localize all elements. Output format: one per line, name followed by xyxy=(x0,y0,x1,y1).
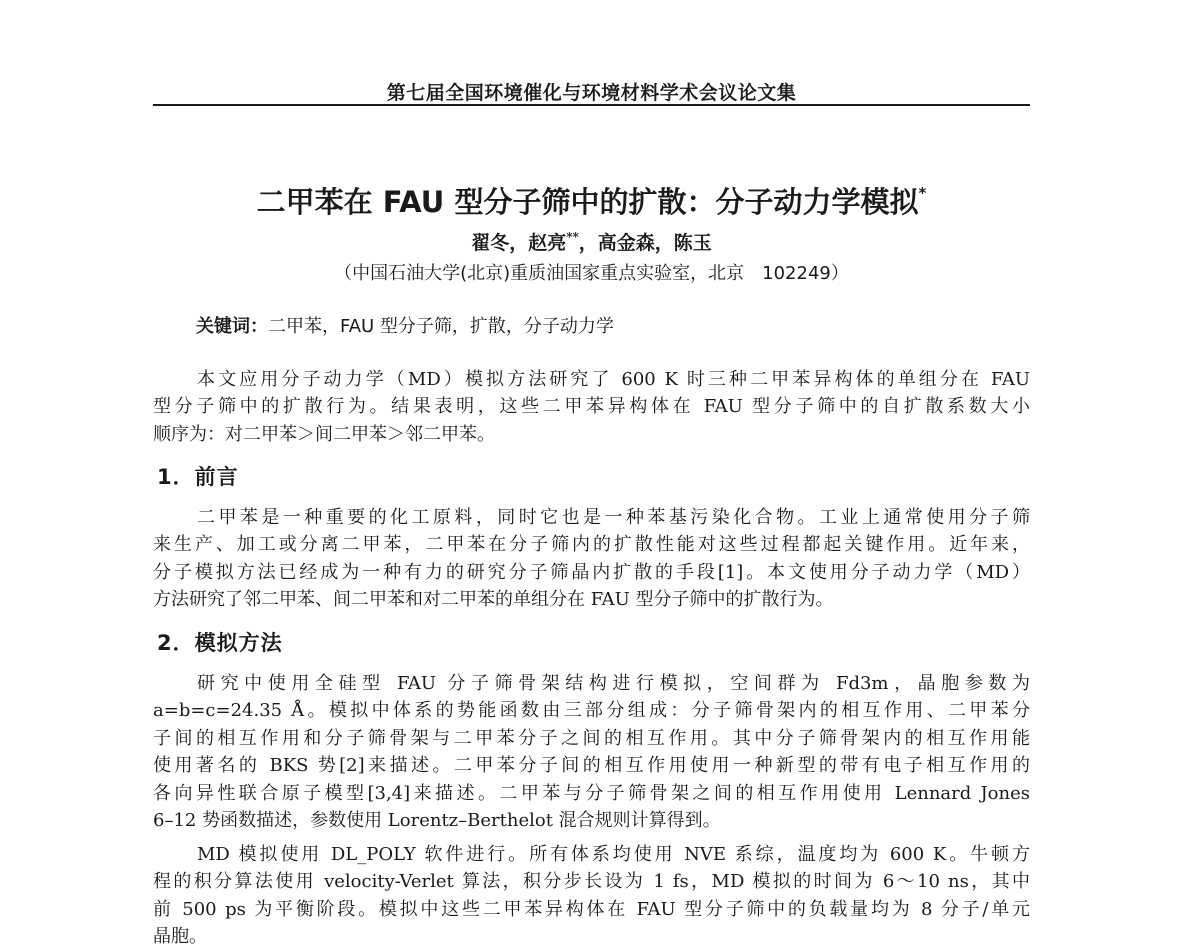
body-line: 子间的相互作用和分子筛骨架与二甲苯分子之间的相互作用。其中分子筛骨架内的相互作用能 xyxy=(153,727,1030,749)
paper-title xyxy=(153,180,1030,221)
header-rule xyxy=(153,104,1030,106)
title-footnote-mark: * xyxy=(918,184,927,202)
abstract xyxy=(153,366,1030,448)
abstract-line: 本文应用分子动力学（MD）模拟方法研究了 600 K 时三种二甲苯异构体的单组分在 FAU xyxy=(197,369,1030,390)
body-line: 程的积分算法使用 velocity-Verlet 算法，积分步长设为 1 fs，MD 模拟的时间为 6～10 ns，其中 xyxy=(153,871,1030,893)
body-line: 研究中使用全硅型 FAU 分子筛骨架结构进行模拟，空间群为 Fd3m，晶胞参数为 xyxy=(197,673,1030,694)
abstract-line: 型分子筛中的扩散行为。结果表明，这些二甲苯异构体在 FAU 型分子筛中的自扩散系数大小 xyxy=(153,396,1030,418)
keywords-text: 二甲苯，FAU 型分子筛，扩散，分子动力学 xyxy=(268,316,614,337)
title-text: 二甲苯在 FAU 型分子筛中的扩散：分子动力学模拟 xyxy=(256,185,919,219)
section-heading-method: 2．模拟方法 xyxy=(157,631,283,655)
body-line: 6–12 势函数描述，参数使用 Lorentz–Berthelot 混合规则计算得到。 xyxy=(153,809,721,831)
abstract-line: 顺序为：对二甲苯＞间二甲苯＞邻二甲苯。 xyxy=(153,423,495,445)
body-line: 晶胞。 xyxy=(153,926,207,948)
section-method-paragraph-2 xyxy=(153,841,1030,951)
body-line: 方法研究了邻二甲苯、间二甲苯和对二甲苯的单组分在 FAU 型分子筛中的扩散行为。 xyxy=(153,589,834,611)
body-line: 各向异性联合原子模型[3,4]来描述。二甲苯与分子筛骨架之间的相互作用使用 Lennard Jones xyxy=(153,782,1030,804)
section-heading-intro: 1．前言 xyxy=(157,465,239,489)
author-2: 赵亮 xyxy=(528,232,567,254)
keywords xyxy=(196,312,614,338)
body-line: 二甲苯是一种重要的化工原料，同时它也是一种苯基污染化合物。工业上通常使用分子筛 xyxy=(197,507,1030,528)
body-line: MD 模拟使用 DL_POLY 软件进行。所有体系均使用 NVE 系综，温度均为 600 K。牛顿方 xyxy=(197,844,1030,865)
keywords-label: 关键词： xyxy=(196,316,268,337)
corresponding-author-mark: ** xyxy=(566,230,579,244)
body-line: 使用著名的 BKS 势[2]来描述。二甲苯分子间的相互作用使用一种新型的带有电子相互作用的 xyxy=(153,755,1030,777)
body-line: 来生产、加工或分离二甲苯，二甲苯在分子筛内的扩散性能对这些过程都起关键作用。近年来， xyxy=(153,534,1030,556)
author-1: 翟冬， xyxy=(471,232,529,254)
section-method-paragraph-1 xyxy=(153,670,1030,834)
body-line: 前 500 ps 为平衡阶段。模拟中这些二甲苯异构体在 FAU 型分子筛中的负载量均为 8 分子/单元 xyxy=(153,898,1030,920)
running-head: 第七届全国环境催化与环境材料学术会议论文集 xyxy=(386,82,797,104)
affiliation: （中国石油大学(北京)重质油国家重点实验室，北京 102249） xyxy=(334,263,849,284)
author-list xyxy=(153,228,1030,255)
body-line: a=b=c=24.35 Å。模拟中体系的势能函数由三部分组成：分子筛骨架内的相互作用、二甲苯分 xyxy=(153,700,1030,722)
author-3-4: ，高金森，陈玉 xyxy=(578,232,712,254)
section-intro-body xyxy=(153,504,1030,614)
body-line: 分子模拟方法已经成为一种有力的研究分子筛晶内扩散的手段[1]。本文使用分子动力学（MD） xyxy=(153,561,1030,583)
